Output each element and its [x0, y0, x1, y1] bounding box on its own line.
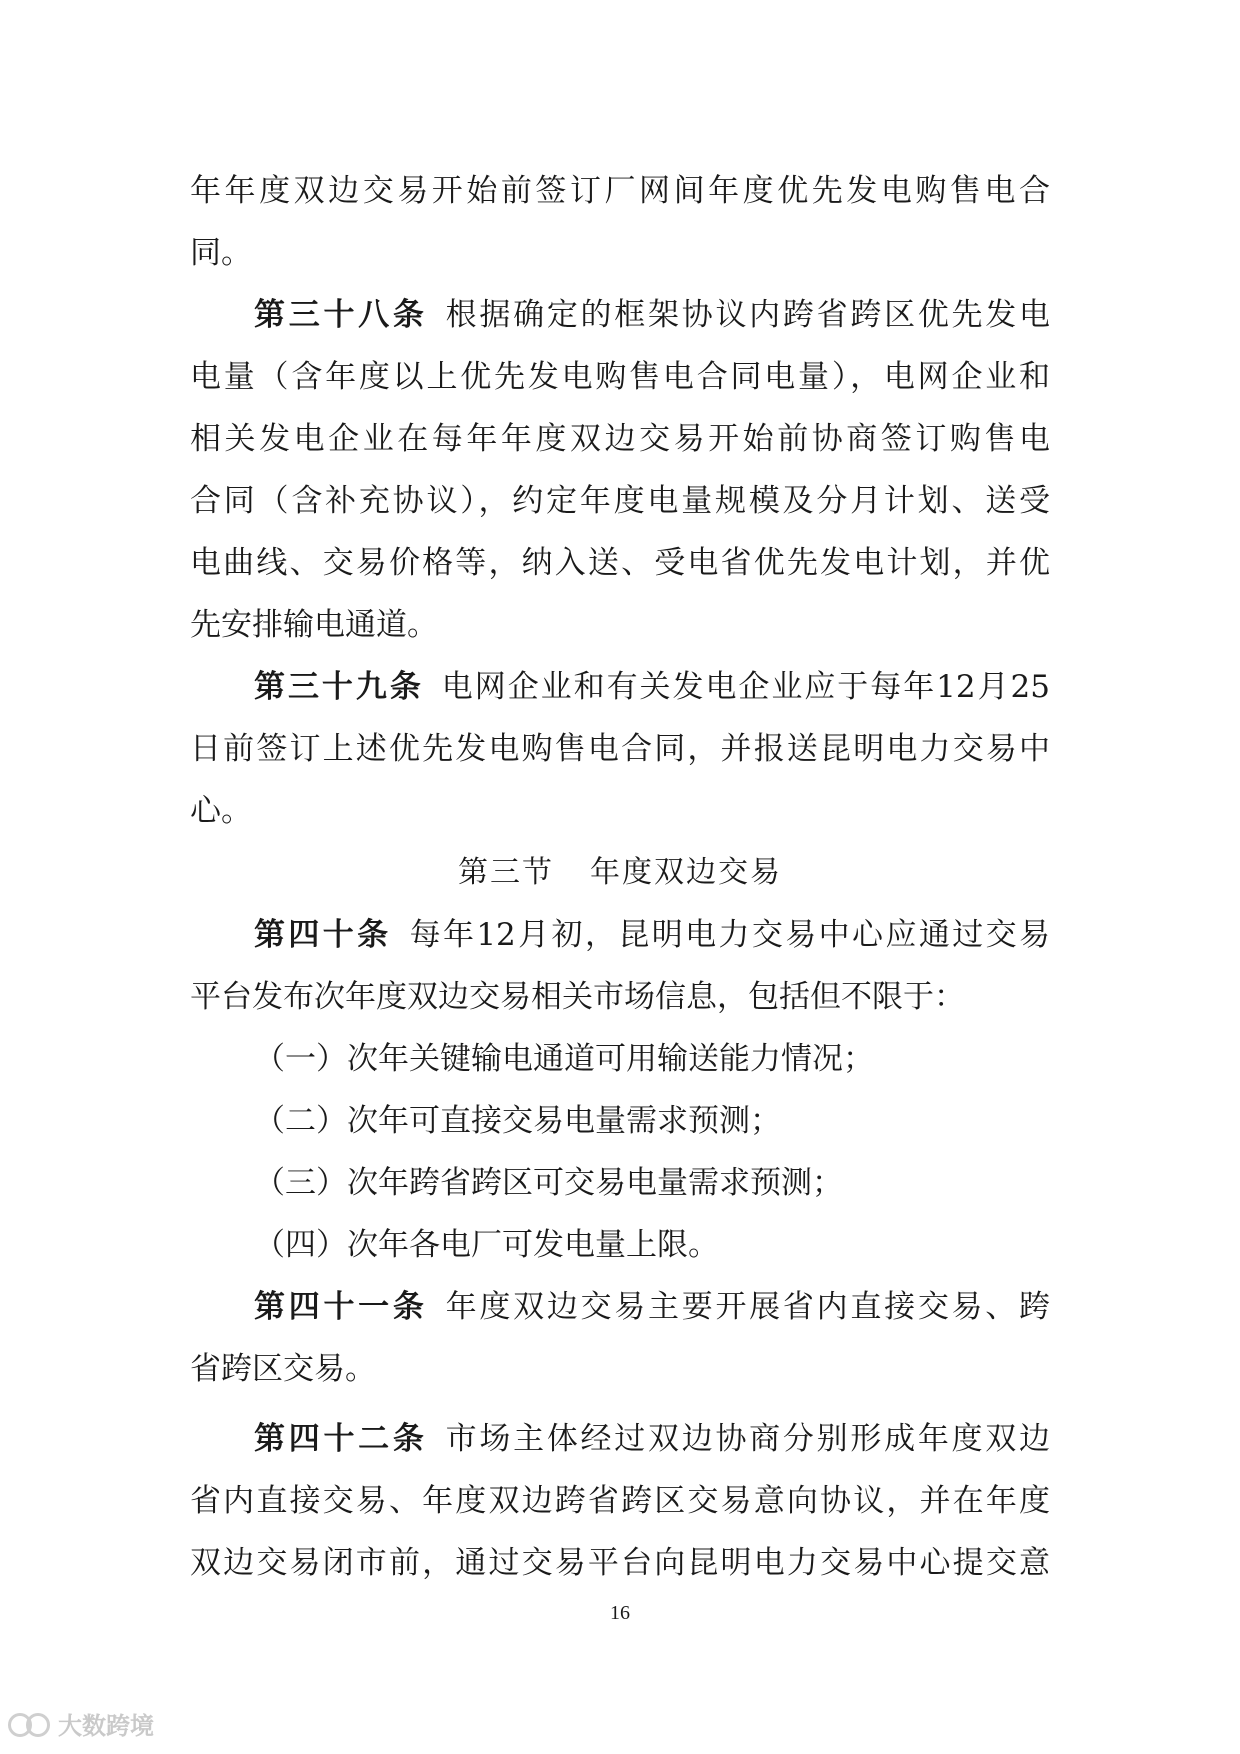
paragraph-line: 合同（含补充协议），约定年度电量规模及分月计划、送受 [190, 483, 1050, 519]
paragraph-line: 省跨区交易。 [190, 1351, 376, 1387]
article-41-text: 年度双边交易主要开展省内直接交易、跨 [445, 1289, 1050, 1325]
page-number: 16 [610, 1602, 630, 1624]
article-38-title: 第三十八条 [254, 297, 428, 333]
watermark-text: 大数跨境 [58, 1712, 154, 1740]
infinity-logo-icon [8, 1709, 52, 1739]
paragraph-line: 日前签订上述优先发电购售电合同，并报送昆明电力交易中 [190, 731, 1050, 767]
article-41-title: 第四十一条 [254, 1289, 428, 1325]
paragraph-line: 同。 [190, 235, 252, 271]
article-42-title: 第四十二条 [254, 1421, 428, 1457]
watermark [8, 1706, 154, 1741]
list-item: （三）次年跨省跨区可交易电量需求预测； [254, 1165, 843, 1201]
section-heading [190, 842, 1050, 904]
article-42-line [190, 1408, 1050, 1470]
section-title: 年度双边交易 [590, 855, 782, 890]
article-38-line [190, 284, 1050, 346]
paragraph-line: 电曲线、交易价格等，纳入送、受电省优先发电计划，并优 [190, 545, 1050, 581]
paragraph-line: 双边交易闭市前，通过交易平台向昆明电力交易中心提交意 [190, 1545, 1050, 1581]
article-38-text: 根据确定的框架协议内跨省跨区优先发电 [445, 297, 1050, 333]
article-40-text: 每年12月初，昆明电力交易中心应通过交易 [409, 917, 1050, 953]
paragraph-line: 省内直接交易、年度双边跨省跨区交易意向协议，并在年度 [190, 1483, 1050, 1519]
paragraph-line: 相关发电企业在每年年度双边交易开始前协商签订购售电 [190, 421, 1050, 457]
paragraph-line: 先安排输电通道。 [190, 607, 438, 643]
section-number: 第三节 [458, 855, 554, 890]
list-item: （二）次年可直接交易电量需求预测； [254, 1103, 781, 1139]
list-item: （四）次年各电厂可发电量上限。 [254, 1227, 719, 1263]
article-40-title: 第四十条 [254, 917, 392, 953]
article-39-title: 第三十九条 [254, 669, 424, 705]
article-39-line [190, 656, 1050, 718]
list-item: （一）次年关键输电通道可用输送能力情况； [254, 1041, 874, 1077]
paragraph-line: 电量（含年度以上优先发电购售电合同电量），电网企业和 [190, 359, 1050, 395]
article-41-line [190, 1276, 1050, 1338]
paragraph-line: 心。 [190, 793, 252, 829]
document-page [190, 160, 1050, 1594]
article-40-line [190, 904, 1050, 966]
paragraph-line: 平台发布次年度双边交易相关市场信息，包括但不限于： [190, 979, 965, 1015]
article-42-text: 市场主体经过双边协商分别形成年度双边 [445, 1421, 1050, 1457]
paragraph-line: 年年度双边交易开始前签订厂网间年度优先发电购售电合 [190, 173, 1050, 209]
article-39-text: 电网企业和有关发电企业应于每年12月25 [441, 669, 1050, 705]
